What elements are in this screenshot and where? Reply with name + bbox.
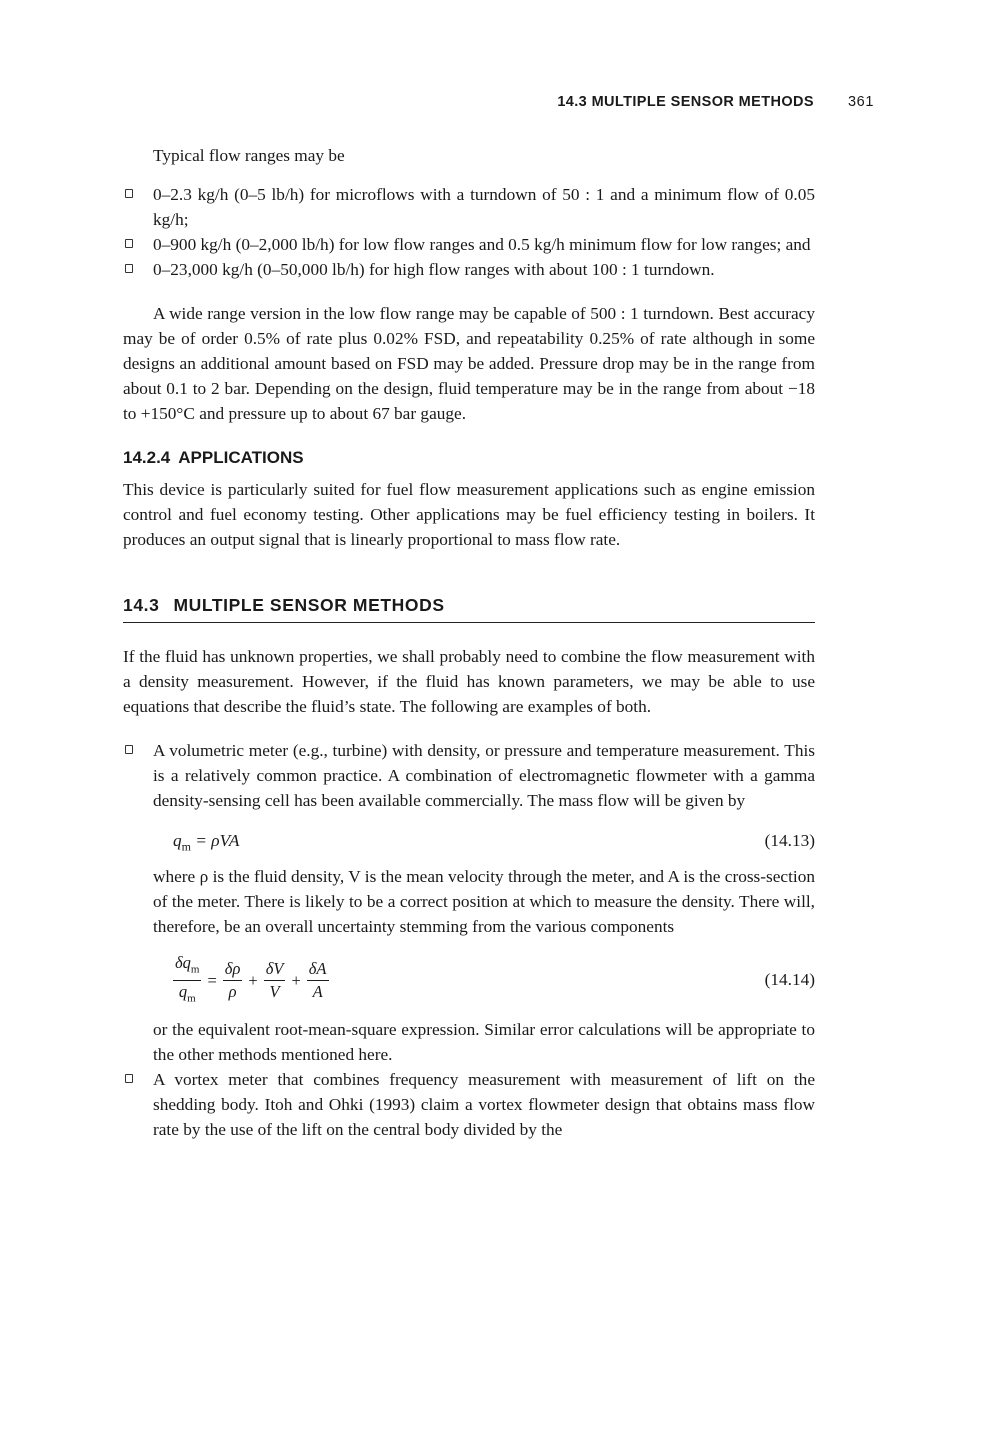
list-item-text: A vortex meter that combines frequency measurement with measurement of lift on the shedding body. Itoh and Ohki (1993) claim a vortex flowmeter design that obtains mass flow rate by the use of the lift on the central body divided by the [153, 1070, 815, 1139]
section-heading [123, 593, 815, 623]
list-item [123, 232, 815, 257]
plus-sign: + [248, 971, 258, 991]
ranges-list [123, 182, 815, 282]
applications-paragraph: This device is particularly suited for fuel flow measurement applications such as engine emission control and fuel economy testing. Other applications may be fuel efficiency testing in boilers. It produces an output signal that is linearly proportional to mass flow rate. [123, 480, 815, 549]
subsection-heading [123, 445, 815, 470]
equation-body [173, 953, 329, 1009]
fraction: $\frac{\delta A}{A}$ [308, 959, 327, 1002]
list-item-text: 0–2.3 kg/h (0–5 lb/h) for microflows with a turndown of 50 : 1 and a minimum flow of 0.05 kg/h; [153, 185, 815, 229]
section-intro-paragraph: If the fluid has unknown properties, we shall probably need to combine the flow measurement with a density measurement. However, if the fluid has known parameters, we may be able to use equations that describe the fluid’s state. The following are examples of both. [123, 647, 815, 716]
section-number: 14.3 [123, 595, 160, 615]
equation-14-13 [153, 826, 815, 858]
page-body [123, 143, 815, 1142]
fraction: $\frac{\delta V}{V}$ [265, 959, 284, 1002]
checkbox-bullet-icon [125, 1074, 133, 1083]
list-item-text: or the equivalent root-mean-square expression. Similar error calculations will be appropriate to the other methods mentioned here. [153, 1020, 815, 1064]
running-head [0, 94, 1008, 116]
section-title: MULTIPLE SENSOR METHODS [173, 595, 445, 615]
list-item-text: where ρ is the fluid density, V is the mean velocity through the meter, and A is the cross-section of the meter. There is likely to be a correct position at which to measure the density. There will, therefore, be an overall uncertainty stemming from the various components [153, 867, 815, 936]
list-item [123, 1067, 815, 1142]
equation-number: (14.13) [764, 831, 815, 850]
subsection-number: 14.2.4 [123, 448, 171, 467]
methods-list [123, 738, 815, 1142]
running-head-title: 14.3 MULTIPLE SENSOR METHODS [557, 94, 814, 110]
list-item-text: 0–23,000 kg/h (0–50,000 lb/h) for high flow ranges with about 100 : 1 turndown. [153, 260, 715, 279]
page-number: 361 [848, 94, 874, 110]
list-item [123, 257, 815, 282]
subsection-title: APPLICATIONS [178, 448, 304, 467]
ranges-intro: Typical flow ranges may be [153, 146, 345, 165]
list-item [123, 182, 815, 232]
equation-number: (14.14) [764, 970, 815, 989]
checkbox-bullet-icon [125, 264, 133, 273]
fraction: $\frac{\delta\rho}{\rho}$ [224, 959, 241, 1002]
fraction: $\frac{\delta q_m}{q_m}$ [175, 953, 200, 1005]
wide-range-paragraph: A wide range version in the low flow range may be capable of 500 : 1 turndown. Best accuracy may be of order 0.5% of rate plus 0.02% FSD, and repeatability 0.25% of rate although in some designs an additional amount based on FSD may be added. Pressure drop may be in the range from about 0.1 to 2 bar. Depending on the design, fluid temperature may be in the range from about −18 to +150°C and pressure up to about 67 bar gauge. [123, 304, 815, 423]
plus-sign: + [291, 971, 301, 991]
checkbox-bullet-icon [125, 239, 133, 248]
list-item-text: 0–900 kg/h (0–2,000 lb/h) for low flow ranges and 0.5 kg/h minimum flow for low ranges; and [153, 235, 811, 254]
list-item-text: A volumetric meter (e.g., turbine) with density, or pressure and temperature measurement. This is a relatively common practice. A combination of electromagnetic flowmeter with a gamma density-sensing cell has been available commercially. The mass flow will be given by [153, 741, 815, 810]
equation-14-14 [153, 949, 815, 1011]
equals-sign: = [207, 971, 217, 991]
equation-body: $q_m = \rho VA$ [173, 831, 240, 854]
checkbox-bullet-icon [125, 189, 133, 198]
list-item [123, 738, 815, 1067]
checkbox-bullet-icon [125, 745, 133, 754]
